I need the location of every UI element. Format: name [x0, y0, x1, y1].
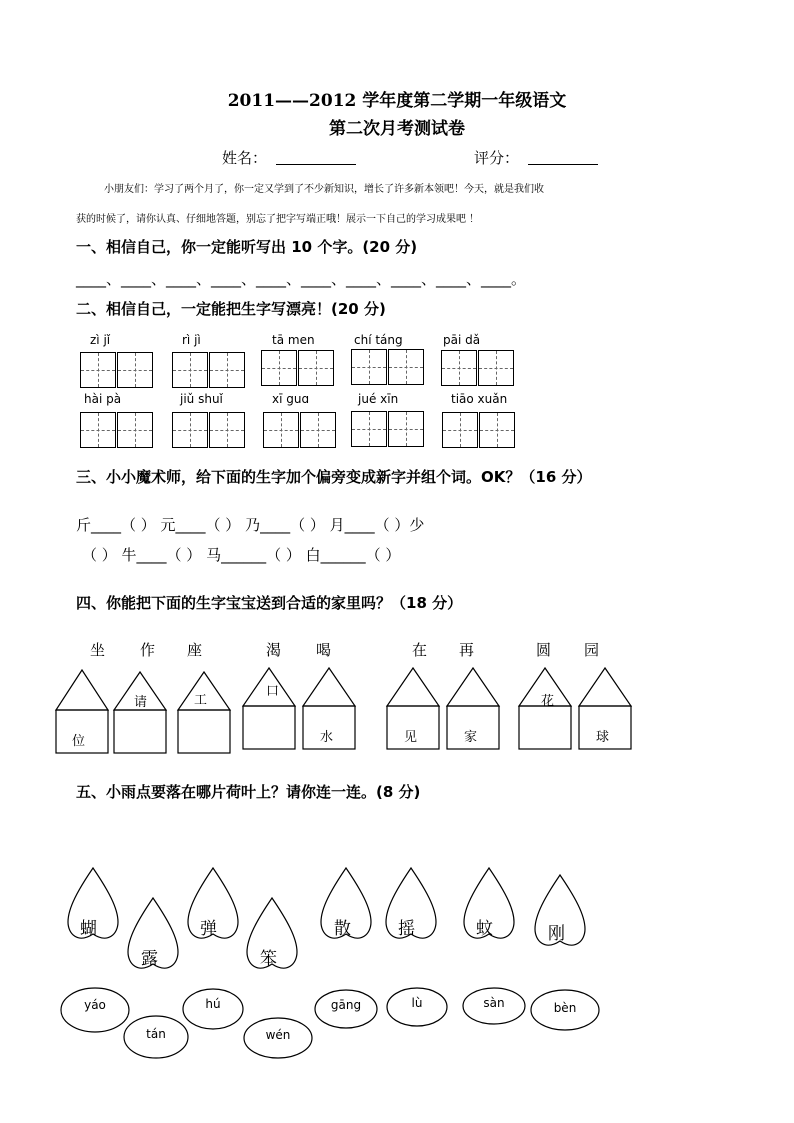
- pinyin: tiāo xuǎn: [451, 392, 508, 406]
- house-label: 球: [596, 730, 610, 745]
- house-roof: [56, 670, 108, 710]
- raindrop-char[interactable]: 刚: [548, 924, 565, 944]
- lotus-pinyin[interactable]: wén: [265, 1028, 291, 1042]
- char-option[interactable]: 座: [187, 641, 203, 659]
- writing-grid-cell[interactable]: [298, 350, 334, 386]
- score-label: 评分：: [474, 149, 520, 167]
- char-option[interactable]: 坐: [90, 641, 106, 659]
- page-title: 2011——2012 学年度第二学期一年级语文: [227, 91, 567, 111]
- writing-grid-cell[interactable]: [117, 412, 153, 448]
- radical-line-2[interactable]: （ ） 牛____（ ） 马______（ ） 白______（ ）: [82, 546, 401, 564]
- name-field[interactable]: [276, 164, 356, 165]
- house-roof: [579, 668, 631, 706]
- char-option[interactable]: 喝: [316, 641, 332, 659]
- writing-grid-cell[interactable]: [209, 412, 245, 448]
- house-body: [243, 706, 295, 749]
- writing-grid-cell[interactable]: [442, 412, 478, 448]
- char-option[interactable]: 作: [140, 641, 156, 659]
- lotus-pinyin[interactable]: tán: [146, 1027, 166, 1041]
- pinyin: jiǔ shuǐ: [180, 392, 223, 406]
- writing-grid-cell[interactable]: [478, 350, 514, 386]
- section-5-heading: 五、小雨点要落在哪片荷叶上？请你连一连。(8 分): [76, 783, 421, 801]
- writing-grid-cell[interactable]: [351, 349, 387, 385]
- writing-grid-cell[interactable]: [209, 352, 245, 388]
- house-label: 见: [404, 730, 418, 745]
- raindrop-char[interactable]: 笨: [260, 949, 277, 969]
- pinyin: xī guɑ: [272, 392, 310, 406]
- char-option[interactable]: 渴: [266, 641, 282, 659]
- house-label: 位: [72, 734, 86, 749]
- name-label: 姓名：: [222, 149, 268, 167]
- pinyin: pāi dǎ: [443, 333, 481, 347]
- writing-grid-cell[interactable]: [80, 412, 116, 448]
- pinyin: tā men: [272, 333, 315, 347]
- house-roof: [447, 668, 499, 706]
- pinyin: hài pà: [84, 392, 122, 406]
- pinyin: zì jǐ: [90, 333, 111, 347]
- house-body: [519, 706, 571, 749]
- pinyin: jué xīn: [358, 392, 399, 406]
- writing-grid-cell[interactable]: [172, 352, 208, 388]
- pinyin: rì jì: [182, 333, 201, 347]
- writing-grid-cell[interactable]: [300, 412, 336, 448]
- raindrop-char[interactable]: 弹: [200, 919, 217, 939]
- char-option[interactable]: 园: [584, 641, 600, 659]
- house-label: 花: [541, 694, 555, 709]
- house-label: 水: [320, 730, 334, 745]
- writing-grid-cell[interactable]: [441, 350, 477, 386]
- raindrop-char[interactable]: 露: [141, 949, 158, 969]
- house-roof: [387, 668, 439, 706]
- lotus-pinyin[interactable]: lù: [411, 996, 423, 1010]
- writing-grid-cell[interactable]: [261, 350, 297, 386]
- section-2-heading: 二、相信自己，一定能把生字写漂亮！(20 分): [76, 300, 386, 318]
- lotus-pinyin[interactable]: hú: [205, 997, 221, 1011]
- section-1-heading: 一、相信自己，你一定能听写出 10 个字。(20 分): [76, 238, 418, 256]
- writing-grid-cell[interactable]: [80, 352, 116, 388]
- writing-grid-cell[interactable]: [117, 352, 153, 388]
- raindrop-char[interactable]: 蝴: [80, 919, 97, 939]
- raindrop-char[interactable]: 散: [334, 919, 351, 939]
- writing-grid-cell[interactable]: [388, 349, 424, 385]
- houses-diagram: [0, 660, 794, 760]
- writing-grid-cell[interactable]: [388, 411, 424, 447]
- score-field[interactable]: [528, 164, 598, 165]
- pinyin: chí táng: [354, 333, 403, 347]
- dictation-blanks[interactable]: ____、____、____、____、____、____、____、____、____、____。: [76, 270, 527, 288]
- lotus-pinyin[interactable]: yáo: [84, 998, 106, 1012]
- intro-line-2: 获的时候了，请你认真、仔细地答题，别忘了把字写端正哦！展示一下自己的学习成果吧 ！: [76, 214, 480, 225]
- lotus-pinyin[interactable]: gāng: [330, 998, 362, 1012]
- char-option[interactable]: 在: [412, 641, 428, 659]
- writing-grid-cell[interactable]: [172, 412, 208, 448]
- house-roof: [303, 668, 355, 706]
- page-subtitle: 第二次月考测试卷: [329, 119, 465, 139]
- house-body: [114, 710, 166, 753]
- house-label: 工: [194, 693, 208, 708]
- char-option[interactable]: 再: [459, 641, 475, 659]
- house-body: [178, 710, 230, 753]
- lotus-pinyin[interactable]: sàn: [483, 996, 505, 1010]
- raindrops-diagram: [0, 860, 794, 1090]
- intro-line-1: 小朋友们：学习了两个月了，你一定又学到了不少新知识，增长了许多新本领吧！今天，就是我们收: [104, 184, 544, 195]
- section-4-heading: 四、你能把下面的生字宝宝送到合适的家里吗？（18 分）: [76, 594, 463, 612]
- lotus-pinyin[interactable]: bèn: [553, 1001, 577, 1015]
- raindrop-char[interactable]: 摇: [398, 919, 415, 939]
- house-label: 口: [266, 684, 280, 699]
- house-label: 请: [134, 695, 148, 710]
- writing-grid-cell[interactable]: [351, 411, 387, 447]
- raindrop-char[interactable]: 蚊: [476, 919, 493, 939]
- house-label: 家: [464, 730, 478, 745]
- section-3-heading: 三、小小魔术师，给下面的生字加个偏旁变成新字并组个词。OK？（16 分）: [76, 468, 592, 486]
- char-option[interactable]: 圆: [536, 641, 552, 659]
- writing-grid-cell[interactable]: [263, 412, 299, 448]
- radical-line-1[interactable]: 斤____（ ） 元____（ ） 乃____（ ） 月____（ ）少: [76, 516, 425, 534]
- writing-grid-cell[interactable]: [479, 412, 515, 448]
